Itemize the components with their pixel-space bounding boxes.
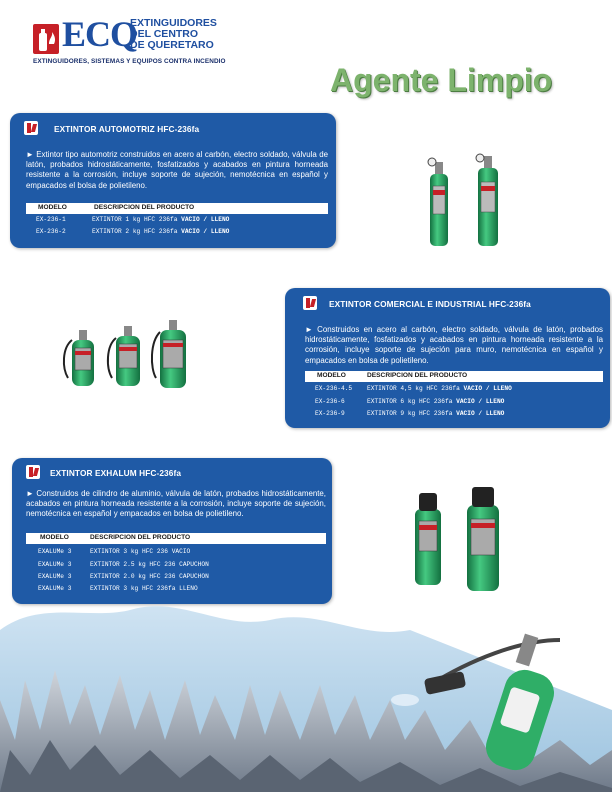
table-row-desc	[92, 228, 229, 235]
automotive-extinguishers-image	[420, 150, 510, 250]
row-model: EX-236-6	[315, 398, 345, 405]
row-status: VACIO / LLENO	[181, 216, 230, 223]
logo-name-line1: EXTINGUIDORES	[130, 17, 217, 29]
table-header	[26, 533, 326, 544]
panel-title: EXTINTOR COMERCIAL E INDUSTRIAL HFC-236fa	[329, 299, 531, 309]
row-model: EXALUMe 3	[38, 573, 72, 580]
table-row-desc	[367, 410, 504, 417]
row-description: EXTINTOR 4,5 kg HFC 236fa	[367, 385, 460, 392]
row-description: EXTINTOR 2 kg HFC 236fa	[92, 228, 178, 235]
panel-comercial	[285, 288, 610, 428]
flame-icon	[33, 24, 59, 54]
column-model: MODELO	[40, 534, 69, 541]
panel-automotriz	[10, 113, 336, 248]
table-row	[315, 398, 345, 405]
panel-description: ► Construidos en acero al carbón, electro soldado, válvula de latón, probados hidrostáticamente, fosfatizados y acabados en pintura horneada resistente a la corrosión, incluye soporte de sujeción para muro, nemotécnica en español y empacados en bolsa de polietileno.	[305, 325, 603, 365]
table-row-desc	[90, 573, 209, 580]
row-model: EX-236-9	[315, 410, 345, 417]
row-status: VACIO / LLENO	[456, 398, 505, 405]
column-description: DESCRIPCION DEL PRODUCTO	[90, 534, 191, 541]
row-model: EX-236-2	[36, 228, 66, 235]
table-row	[315, 410, 345, 417]
row-model: EXALUMe 3	[38, 548, 72, 555]
table-row	[38, 548, 71, 555]
row-model: EX-236-4.5	[315, 385, 353, 392]
logo-name-line3: DE QUERETARO	[130, 39, 214, 51]
table-row-desc	[367, 385, 512, 392]
extinguisher-icon	[24, 121, 38, 135]
logo-abbr: ECQ	[62, 14, 138, 54]
row-description: EXTINTOR 3 kg HFC 236fa LLENO	[90, 585, 198, 592]
row-description: EXTINTOR 1 kg HFC 236fa	[92, 216, 178, 223]
row-description: EXTINTOR 2.0 kg HFC 236 CAPUCHON	[90, 573, 209, 580]
panel-title: EXTINTOR EXHALUM HFC-236fa	[50, 468, 182, 478]
smoke-flames-background	[0, 590, 612, 792]
table-header	[26, 203, 328, 214]
column-model: MODELO	[317, 372, 346, 379]
extinguisher-icon	[303, 296, 317, 310]
row-description: EXTINTOR 9 kg HFC 236fa	[367, 410, 453, 417]
table-row	[38, 573, 71, 580]
row-status: VACIO / LLENO	[463, 385, 512, 392]
panel-description: ► Construidos de cilindro de aluminio, válvula de latón, probados hidrostáticamente, acabados en pintura horneada resistente a la corrosión, incluye soporte de sujeción, nemotécnica en español y empacados en bolsa de polietileno.	[26, 489, 326, 519]
column-description: DESCRIPCION DEL PRODUCTO	[94, 204, 195, 211]
row-model: EXALUMe 3	[38, 561, 72, 568]
panel-description: ► Extintor tipo automotriz construidos en acero al carbón, electro soldado, válvula de latón, probados hidrostáticamente, fosfatizados y acabados en pintura horneada resistente a la corrosión, incluye soporte de sujeción, nemotécnica en español y empacados el bolsa de polietileno.	[26, 150, 328, 190]
row-description: EXTINTOR 3 kg HFC 236 VACIO	[90, 548, 191, 555]
table-row-desc	[367, 398, 504, 405]
table-row-desc	[90, 561, 209, 568]
row-description: EXTINTOR 2.5 kg HFC 236 CAPUCHON	[90, 561, 209, 568]
extinguisher-icon	[26, 465, 40, 479]
row-model: EX-236-1	[36, 216, 66, 223]
column-model: MODELO	[38, 204, 67, 211]
row-description: EXTINTOR 6 kg HFC 236fa	[367, 398, 453, 405]
table-row-desc	[90, 548, 190, 555]
table-row	[36, 228, 66, 235]
logo-mark	[33, 24, 59, 54]
page-title: Agente Limpio	[330, 62, 553, 98]
table-row-desc	[92, 216, 229, 223]
commercial-extinguishers-image	[62, 318, 192, 390]
logo-name	[130, 18, 217, 51]
row-model: EXALUMe 3	[38, 585, 72, 592]
table-row	[38, 561, 71, 568]
table-row	[315, 385, 352, 392]
exhalum-extinguishers-image	[405, 485, 505, 595]
row-status: VACIO / LLENO	[181, 228, 230, 235]
logo-name-line2: DEL CENTRO	[130, 28, 199, 40]
column-description: DESCRIPCION DEL PRODUCTO	[367, 372, 468, 379]
table-header	[305, 371, 603, 382]
table-row	[36, 216, 66, 223]
row-status: VACIO / LLENO	[456, 410, 505, 417]
logo-tagline: EXTINGUIDORES, SISTEMAS Y EQUIPOS CONTRA INCENDIO	[33, 58, 226, 65]
panel-exhalum	[12, 458, 332, 604]
panel-title: EXTINTOR AUTOMOTRIZ HFC-236fa	[54, 124, 200, 134]
